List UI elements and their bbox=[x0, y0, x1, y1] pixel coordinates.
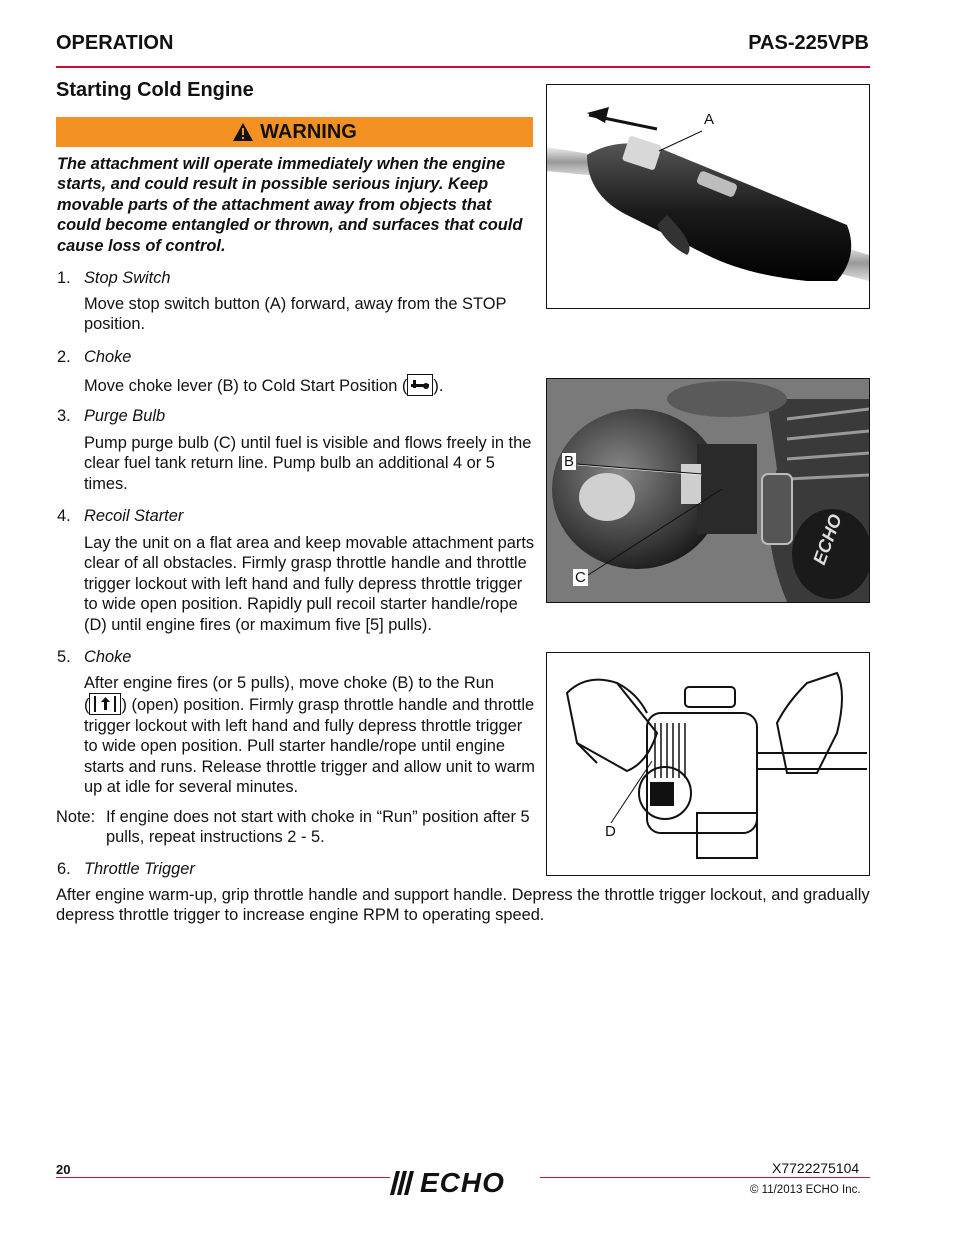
step-6-number: 6. bbox=[57, 860, 71, 878]
step-4-text: Lay the unit on a flat area and keep movable attachment parts clear of all obstacles. Firmly grasp throttle handle and throttle trigger lockout with left hand and fully depress throttle trigger to wide open position. Rapidly pull recoil starter handle/rope (D) until engine fires (or maximum five [5] pulls). bbox=[84, 534, 535, 634]
step-5-text-open: ( bbox=[84, 696, 90, 715]
warning-label: WARNING bbox=[260, 120, 357, 143]
header-model: PAS-225VPB bbox=[748, 32, 869, 54]
fig1-label-a: A bbox=[704, 111, 715, 128]
page-number: 20 bbox=[56, 1162, 71, 1177]
step-2-text bbox=[84, 374, 536, 396]
fig2-label-c: C bbox=[575, 569, 586, 586]
step-5-number: 5. bbox=[57, 648, 71, 666]
final-paragraph: After engine warm-up, grip throttle handle and support handle. Depress the throttle trigger lockout, and gradually depress throttle trigger to increase engine RPM to operating speed. bbox=[56, 886, 870, 925]
recoil-starter-illustration bbox=[547, 653, 869, 875]
step-6-title: Throttle Trigger bbox=[84, 860, 195, 878]
engine-carburetor-illustration bbox=[547, 379, 869, 602]
figure-stop-switch bbox=[546, 84, 870, 309]
note-label: Note: bbox=[56, 808, 96, 826]
header-section: OPERATION bbox=[56, 32, 174, 54]
echo-logo-text: ECHO bbox=[420, 1167, 505, 1198]
step-5-title: Choke bbox=[84, 648, 132, 666]
warning-banner bbox=[56, 117, 533, 147]
warning-triangle-icon bbox=[232, 122, 254, 142]
fig2-label-b: B bbox=[564, 453, 575, 470]
step-4-title: Recoil Starter bbox=[84, 507, 184, 525]
cold-start-choke-icon bbox=[407, 374, 433, 396]
note-text-body: If engine does not start with choke in “Run” position after 5 pulls, repeat instructions 2 - 5. bbox=[106, 808, 530, 847]
step-5-text-rest: ) (open) position. Firmly grasp throttle handle and throttle trigger lockout with left hand and fully depress throttle trigger to wide open position. Pull starter handle/rope until engine starts and runs. Release throttle trigger and allow unit to warm up at idle for several minutes. bbox=[84, 696, 535, 797]
step-5-text bbox=[84, 673, 536, 797]
header-rule bbox=[56, 66, 870, 68]
copyright: © 11/2013 ECHO Inc. bbox=[750, 1184, 861, 1196]
step-2-text-after: ). bbox=[433, 377, 444, 395]
step-1-title: Stop Switch bbox=[84, 269, 171, 287]
echo-logo bbox=[390, 1167, 540, 1199]
figure-recoil-starter bbox=[546, 652, 870, 876]
step-5-text-line1: After engine fires (or 5 pulls), move choke (B) to the Run bbox=[84, 674, 494, 692]
step-2-title: Choke bbox=[84, 348, 132, 366]
step-1-text: Move stop switch button (A) forward, away from the STOP position. bbox=[84, 295, 507, 334]
note-text bbox=[106, 807, 536, 848]
page-title: Starting Cold Engine bbox=[56, 79, 254, 101]
document-number: X7722275104 bbox=[772, 1160, 860, 1176]
step-2-text-before: Move choke lever (B) to Cold Start Position ( bbox=[84, 377, 408, 395]
figure-choke-purge bbox=[546, 378, 870, 603]
step-3-title: Purge Bulb bbox=[84, 407, 166, 425]
step-4-number: 4. bbox=[57, 507, 71, 525]
step-3-number: 3. bbox=[57, 407, 71, 425]
fig3-label-d: D bbox=[605, 823, 616, 840]
warning-text: The attachment will operate immediately when the engine starts, and could result in possible serious injury. Keep movable parts of the attachment away from objects that could become entangled or thrown, and surfaces that could cause loss of control. bbox=[57, 155, 523, 255]
engine-cover-brand: ECHO bbox=[809, 511, 846, 568]
step-1-number: 1. bbox=[57, 269, 71, 287]
echo-logo-stripes bbox=[390, 1169, 420, 1197]
run-choke-icon bbox=[89, 693, 121, 715]
step-2-number: 2. bbox=[57, 348, 71, 366]
step-3-text: Pump purge bulb (C) until fuel is visible and flows freely in the clear fuel tank return line. Pump bulb an additional 4 or 5 times. bbox=[84, 434, 532, 493]
